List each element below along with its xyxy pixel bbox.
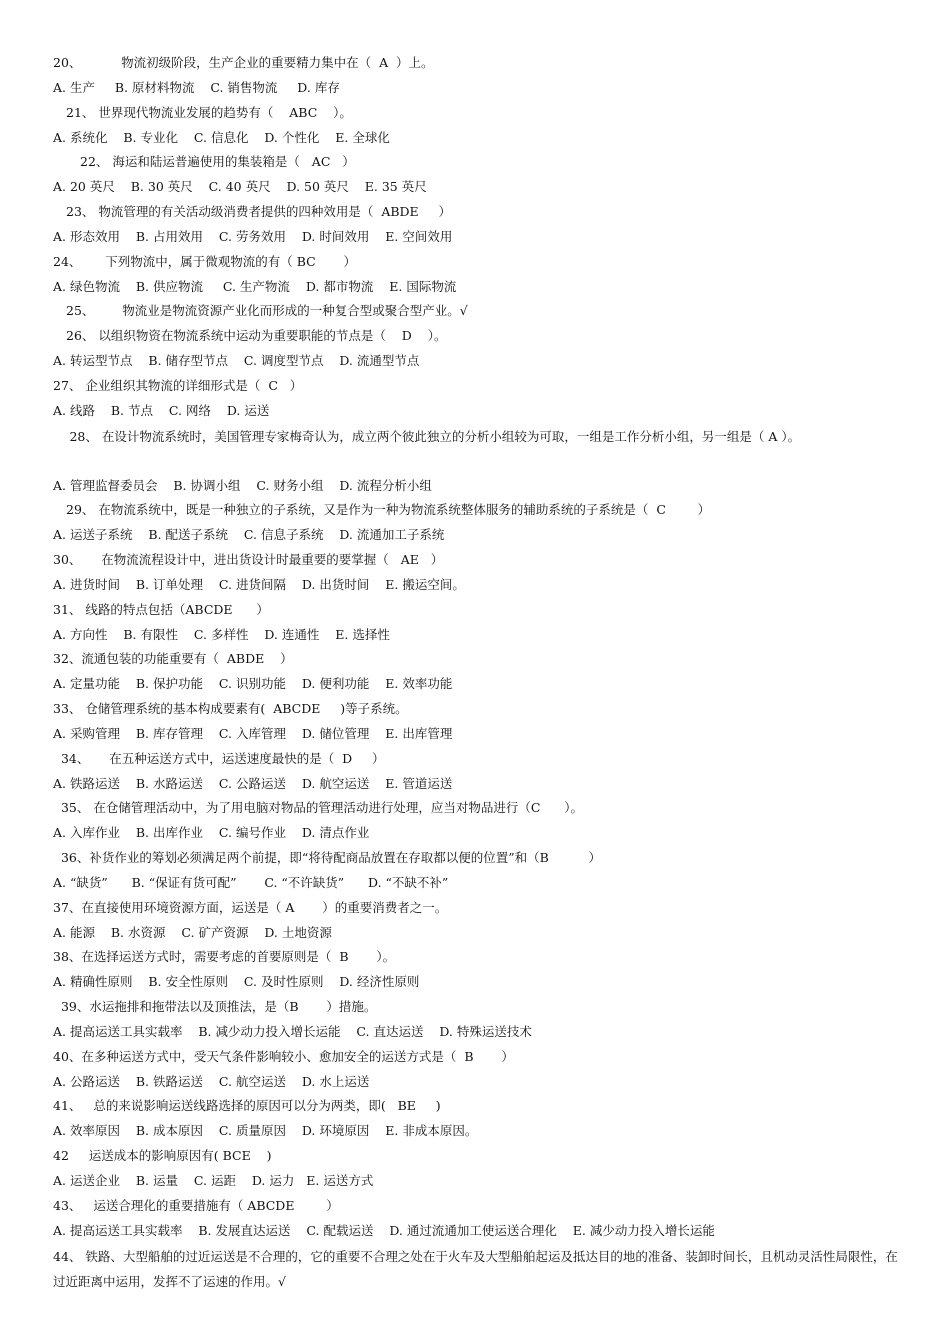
question-29: 29、 在物流系统中，既是一种独立的子系统，又是作为一种为物流系统整体服务的辅助系统的子系统是（ C ） (66, 502, 711, 517)
options-36: A. “缺货” B. “保证有货可配” C. “不许缺货” D. “不缺不补” (53, 875, 449, 890)
options-31: A. 方向性 B. 有限性 C. 多样性 D. 连通性 E. 选择性 (53, 627, 390, 642)
question-39: 39、水运拖排和拖带法以及顶推法，是（B ）措施。 (53, 999, 377, 1014)
question-33: 33、 仓储管理系统的基本构成要素有( ABCDE )等子系统。 (53, 701, 408, 716)
question-43: 43、 运送合理化的重要措施有（ ABCDE ） (53, 1198, 339, 1213)
question-31: 31、 线路的特点包括（ABCDE ） (53, 602, 269, 617)
options-27: A. 线路 B. 节点 C. 网络 D. 运送 (53, 403, 270, 418)
question-24: 24、 下列物流中，属于微观物流的有（ BC ） (53, 254, 357, 269)
question-35: 35、 在仓储管理活动中，为了用电脑对物品的管理活动进行处理，应当对物品进行（C ）。 (53, 800, 583, 815)
question-41: 41、 总的来说影响运送线路选择的原因可以分为两类，即( BE ) (53, 1098, 441, 1113)
question-25: 25、 物流业是物流资源产业化而形成的一种复合型或聚合型产业。√ (66, 303, 468, 318)
options-23: A. 形态效用 B. 占用效用 C. 劳务效用 D. 时间效用 E. 空间效用 (53, 229, 453, 244)
options-35: A. 入库作业 B. 出库作业 C. 编号作业 D. 清点作业 (53, 825, 370, 840)
options-34: A. 铁路运送 B. 水路运送 C. 公路运送 D. 航空运送 E. 管道运送 (53, 776, 453, 791)
options-40: A. 公路运送 B. 铁路运送 C. 航空运送 D. 水上运送 (53, 1074, 370, 1089)
options-42: A. 运送企业 B. 运量 C. 运距 D. 运力 E. 运送方式 (53, 1173, 374, 1188)
options-41: A. 效率原因 B. 成本原因 C. 质量原因 D. 环境原因 E. 非成本原因。 (53, 1123, 478, 1138)
question-37: 37、在直接使用环境资源方面，运送是（ A ）的重要消费者之一。 (53, 900, 448, 915)
question-27: 27、 企业组织其物流的详细形式是（ C ） (53, 378, 303, 393)
options-21: A. 系统化 B. 专业化 C. 信息化 D. 个性化 E. 全球化 (53, 130, 390, 145)
question-38: 38、在选择运送方式时，需要考虑的首要原则是（ B ）。 (53, 949, 396, 964)
question-34: 34、 在五种运送方式中，运送速度最快的是（ D ） (53, 751, 385, 766)
options-39: A. 提高运送工具实载率 B. 减少动力投入增长运能 C. 直达运送 D. 特殊运送技术 (53, 1024, 532, 1039)
question-42: 42 运送成本的影响原因有( BCE ) (53, 1148, 272, 1163)
question-40: 40、在多种运送方式中，受天气条件影响较小、愈加安全的运送方式是（ B ） (53, 1049, 514, 1064)
question-21: 21、 世界现代物流业发展的趋势有（ ABC ）。 (66, 105, 352, 120)
options-26: A. 转运型节点 B. 储存型节点 C. 调度型节点 D. 流通型节点 (53, 353, 420, 368)
question-26: 26、 以组织物资在物流系统中运动为重要职能的节点是（ D ）。 (66, 328, 447, 343)
options-20: A. 生产 B. 原材料物流 C. 销售物流 D. 库存 (53, 80, 340, 95)
question-20: 20、 物流初级阶段，生产企业的重要精力集中在（ A ）上。 (53, 55, 434, 70)
options-33: A. 采购管理 B. 库存管理 C. 入库管理 D. 储位管理 E. 出库管理 (53, 726, 453, 741)
options-28: A. 管理监督委员会 B. 协调小组 C. 财务小组 D. 流程分析小组 (53, 478, 432, 493)
question-36: 36、补货作业的筹划必须满足两个前提，即“将待配商品放置在存取都以便的位置”和（B ） (53, 850, 602, 865)
options-38: A. 精确性原则 B. 安全性原则 C. 及时性原则 D. 经济性原则 (53, 974, 420, 989)
question-28: 28、 在设计物流系统时，美国管理专家梅奇认为，成立两个彼此独立的分析小组较为可取，一组是工作分析小组，另一组是（ A ）。 (53, 429, 801, 444)
options-37: A. 能源 B. 水资源 C. 矿产资源 D. 土地资源 (53, 925, 332, 940)
options-30: A. 进货时间 B. 订单处理 C. 进货间隔 D. 出货时间 E. 搬运空间。 (53, 577, 465, 592)
options-22: A. 20 英尺 B. 30 英尺 C. 40 英尺 D. 50 英尺 E. 35 英尺 (53, 179, 427, 194)
options-32: A. 定量功能 B. 保护功能 C. 识别功能 D. 便利功能 E. 效率功能 (53, 676, 453, 691)
question-44: 44、 铁路、大型船舶的过近运送是不合理的，它的重要不合理之处在于火车及大型船舶起运及抵达目的地的准备、装卸时间长，且机动灵活性局限性，在过近距离中运用，发挥不了运速的作用。√ (53, 1249, 898, 1289)
options-43: A. 提高运送工具实载率 B. 发展直达运送 C. 配载运送 D. 通过流通加工使运送合理化 E. 减少动力投入增长运能 (53, 1223, 715, 1238)
options-29: A. 运送子系统 B. 配送子系统 C. 信息子系统 D. 流通加工子系统 (53, 527, 445, 542)
question-22: 22、 海运和陆运普遍使用的集装箱是（ AC ） (80, 154, 355, 169)
question-23: 23、 物流管理的有关活动级消费者提供的四种效用是（ ABDE ） (66, 204, 452, 219)
question-30: 30、 在物流流程设计中，进出货设计时最重要的要掌握（ AE ） (53, 552, 444, 567)
question-32: 32、流通包装的功能重要有（ ABDE ） (53, 651, 293, 666)
options-24: A. 绿色物流 B. 供应物流 C. 生产物流 D. 都市物流 E. 国际物流 (53, 279, 457, 294)
